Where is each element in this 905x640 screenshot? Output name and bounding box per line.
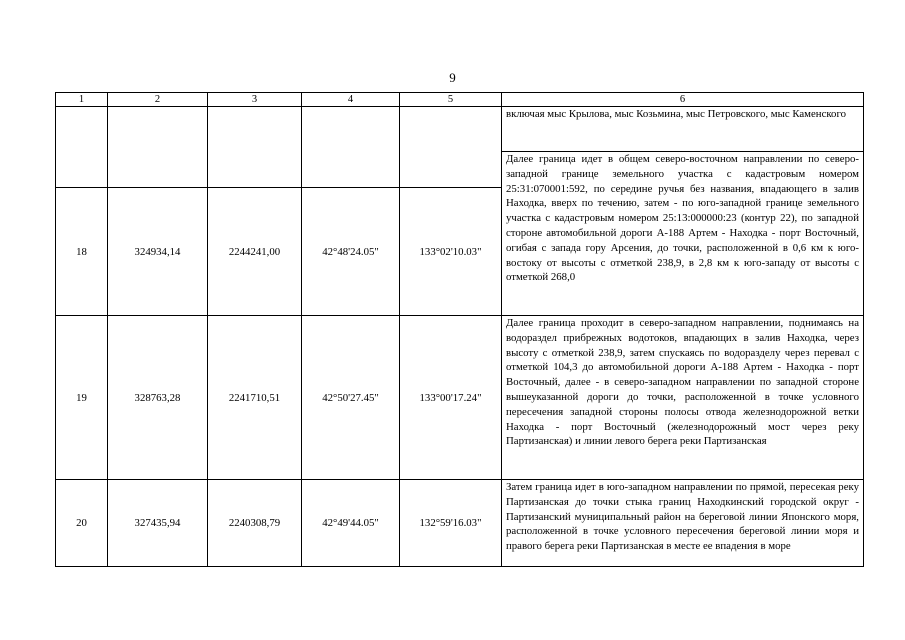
boundary-table [55, 92, 864, 567]
description-text: Далее граница идет в общем северо-восточном направлении по северо-западной границе земельного участка с кадастровым номером 25:31:070001:592, по середине ручья без названия, впадающего в залив Находка, вверх по течению, затем - по юго-западной границе земельного участка с кадастровым номером 25:13:000000:23 (контур 22), по западной стороне автомобильной дороги А-188 Артем - Находка - порт Восточный, огибая с запада гору Арсения, до точки, расположенной в 0,6 км к юго-востоку от высоты с отметкой 238,9, в 2,8 км к юго-западу от высоты с отметкой 268,0 [502, 151, 863, 285]
column-header: 3 [208, 93, 302, 107]
empty-cell [56, 107, 108, 188]
column-header: 5 [400, 93, 502, 107]
empty-cell [108, 107, 208, 188]
longitude: 133°02'10.03" [400, 188, 502, 316]
y-coordinate: 2240308,79 [208, 480, 302, 567]
table-row-continuation [56, 107, 864, 188]
x-coordinate: 324934,14 [108, 188, 208, 316]
description-cell [502, 316, 864, 480]
description-text: включая мыс Крылова, мыс Козьмина, мыс Петровского, мыс Каменского [506, 108, 847, 120]
point-number: 20 [56, 480, 108, 567]
column-header: 1 [56, 93, 108, 107]
table-row [56, 316, 864, 480]
table-row [56, 480, 864, 567]
description-text: Затем граница идет в юго-западном направлении по прямой, пересекая реку Партизанская до точки стыка границ Находкинский городской округ - Партизанский муниципальный район на береговой линии Японского моря, расположенной в точке условного пересечения береговой линии моря и правого берега реки Партизанская в месте ее впадения в море [506, 481, 859, 553]
description-cell [502, 107, 864, 316]
latitude: 42°50'27.45" [302, 316, 400, 480]
point-number: 19 [56, 316, 108, 480]
column-header: 4 [302, 93, 400, 107]
empty-cell [208, 107, 302, 188]
latitude: 42°48'24.05" [302, 188, 400, 316]
x-coordinate: 328763,28 [108, 316, 208, 480]
empty-cell [302, 107, 400, 188]
table-header-row [56, 93, 864, 107]
column-header: 6 [502, 93, 864, 107]
description-text: Далее граница проходит в северо-западном направлении, поднимаясь на водораздел прибрежных водотоков, впадающих в залив Находка, через высоту с отметкой 238,9, затем спускаясь по водоразделу через перевал с отметкой 104,3 до автомобильной дороги А-188 Артем - Находка - порт Восточный, далее - в северо-западном направлении по западной стороне вышеуказанной дороги до точки, расположенной в точке условного пересечения западной стороны полосы отвода железнодорожной ветки Находка - порт Восточный (железнодорожный мост через реку Партизанская) и линии левого берега реки Партизанская [506, 317, 859, 448]
longitude: 132°59'16.03" [400, 480, 502, 567]
longitude: 133°00'17.24" [400, 316, 502, 480]
y-coordinate: 2244241,00 [208, 188, 302, 316]
y-coordinate: 2241710,51 [208, 316, 302, 480]
latitude: 42°49'44.05" [302, 480, 400, 567]
column-header: 2 [108, 93, 208, 107]
x-coordinate: 327435,94 [108, 480, 208, 567]
page-number: 9 [449, 70, 456, 85]
empty-cell [400, 107, 502, 188]
description-cell [502, 480, 864, 567]
point-number: 18 [56, 188, 108, 316]
